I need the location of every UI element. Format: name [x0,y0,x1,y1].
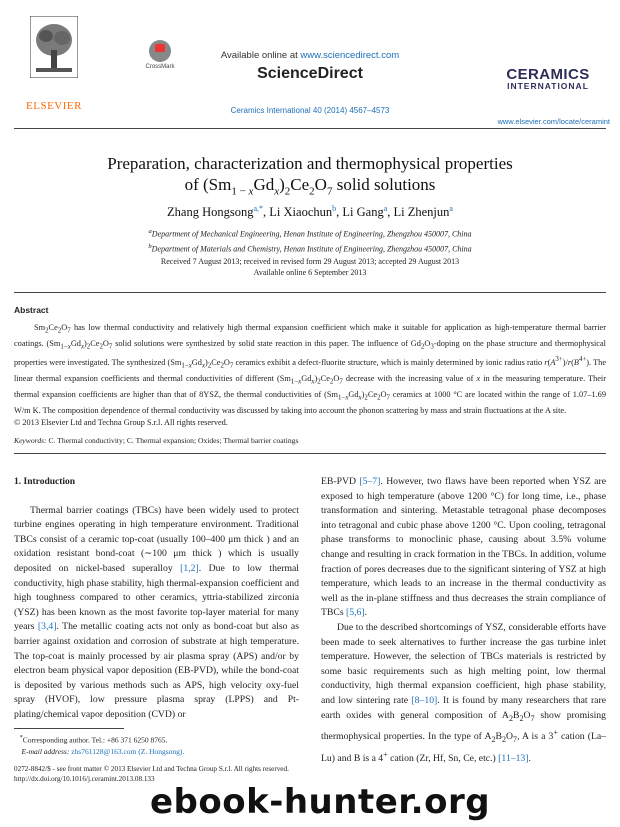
abstract-heading: Abstract [14,305,49,315]
author-list: Zhang Hongsong$^{a,*}$, Li Xiaochun$^b$, Li Gang$^a$, Li Zhenjun$^a$ [167,204,453,220]
author: Li Zhenjun [393,205,450,220]
doi-line[interactable]: http://dx.doi.org/10.1016/j.ceramint.2013.08.133 [14,775,155,783]
crossmark-label: CrossMark [145,64,175,70]
author: Li Gang [342,205,384,220]
elsevier-wordmark: ELSEVIER [26,100,82,112]
abstract-bottom-rule [14,453,606,454]
body-column-right [321,475,606,767]
journal-name-line1: CERAMICS [506,66,590,83]
keywords [14,436,606,445]
available-online [205,50,415,61]
header-rule [14,128,606,129]
crossmark-icon [149,40,171,62]
crossmark-badge[interactable] [140,40,180,90]
title-line2: of $(Sm_{1 - x}Gd_x)_2Ce_2O_7$ solid solutions [184,175,436,198]
affiliation: $^b$Department of Materials and Chemistry, Henan Institute of Engineering, Zhengzhou 450007, China [148,242,472,254]
author-sup[interactable]: a,* [253,204,264,213]
online-date: Available online 6 September 2013 [253,268,367,277]
issn-line: 0272-8842/$ - see front matter © 2013 Elsevier Ltd and Techna Group S.r.l. All rights reserved. [14,765,289,773]
available-prefix: Available online at [220,50,298,61]
body-paragraph: Thermal barrier coatings (TBCs) have been widely used to protect turbine engines operating in high temperature environment. Traditional TBCs consist of a ceramic top-coat (usually 100–400 μm thick ) and an oxidation resistant bond-coat (∼100 μm thick ) which is usually deposited on nickel-based superalloy [1,2]. Due to low thermal conductivity, high phase stability, high thermal-expansion coefficient and high toughness compared to other ceramics, yttria-stabilized zirconia (YSZ) has been known as the most favorite top-layer material for many years [3,4]. The metallic coating acts not only as bond-coat but also as barrier against oxidation and corrosion of substrate at high temperature. The top-coat is mainly processed by air plasma spray (APS) and/or by electron beam physical vapor deposition (EB-PVD), while the bond-coat is deposited by various methods such as APS, high velocity oxy-fuel spray (HVOF), low pressure plasma spray (LPPS) and Pt-plating/chemical vapor deposition (CVD) or [14,504,299,720]
keywords-text: C. Thermal conductivity; C. Thermal expansion; Oxides; Thermal barrier coatings [48,436,299,445]
elsevier-logo [14,16,94,112]
received-dates: Received 7 August 2013; received in revised form 29 August 2013; accepted 29 August 2013 [160,257,460,266]
abstract-copyright: © 2013 Elsevier Ltd and Techna Group S.r.l. All rights reserved. [14,417,228,427]
article-dates [40,256,580,278]
footnote-rule [14,728,124,729]
author-sup[interactable]: a [383,204,388,213]
footnote [14,732,314,757]
journal-name-line2: INTERNATIONAL [507,81,589,91]
body-paragraph: EB-PVD [5–7]. However, two flaws have been reported when YSZ are exposed to high temperature (above 1200 °C) for long time, i.e., phase transformation and sintering. Metastable tetragonal phase decomposes into tetragonal and cubic phase above 1200 °C. Upon cooling, tetragonal phase transforms to monoclinic phase, causing about 3.5% volume change and resulting in crack formation in the TBCs. In addition, volume fraction of pores decreases due to the significant sintering of YSZ at high temperature, which leads to an increase in the thermal conductivity as well as the in-plane stiffness and thus decreases the strain compliance of TBCs [5,6]. [321,476,606,619]
author: Li Xiaochun [269,205,333,220]
title-line1: Preparation, characterization and thermophysical properties [107,154,513,173]
corresponding-author: *Corresponding author. Tel.: +86 371 6250 8765. [19,734,168,745]
email-line: E-mail address: zhs761128@163.com (Z. Hongsong). [21,746,185,756]
sciencedirect-wordmark: ScienceDirect [257,65,363,82]
body-column-left [14,475,299,723]
author-sup[interactable]: b [332,204,337,213]
body-paragraph: Due to the described shortcomings of YSZ, considerable efforts have been made to seek alternatives to further increase the gas turbine inlet temperature. However, the selection of TBCs materials is restricted by some basic requirements such as high melting point, low thermal conductivity, high thermal expansion coefficient, high phase stability, and low sintering rate [8–10]. It is found by many researchers that rare earth oxides with general composition of $A_2B_2O_7$ show promising thermophysical properties. In the type of $A_2B_2O_7$, A is a 3+ cation (La–Lu) and B is a 4+ cation (Zr, Hf, Sn, Ce, etc.) [11–13]. [321,621,606,765]
section-heading: 1. Introduction [14,477,76,487]
elsevier-tree-icon [30,16,78,78]
abstract-body [14,322,606,429]
abstract-paragraph: $Sm_2Ce_2O_7$ has low thermal conductivity and relatively high thermal expansion coefficient which make it suitable for application as high-temperature thermal barrier coatings. $(Sm_{1-x}Gd_x)_2Ce_2O_7$ solid solutions were synthesized by solid state reaction in this paper. The influence of $Gd_2O_3$-doping on the phase structure and thermophysical properties were investigated. The synthesized $(Sm_{1-x}Gd_x)_2Ce_2O_7$ ceramics exhibit a defect-fluorite structure, which is mainly determined by ionic radius ratio $r(A^{3+})/r(B^{4+})$. The linear thermal expansion coefficients and thermal conductivities of different $(Sm_{1-x}Gd_x)_2Ce_2O_7$ decrease with the increasing value of x in the measuring temperature. Their thermal expansion coefficients are higher than that of 8YSZ, the thermal conductivities of $(Sm_{1-x}Gd_x)_2Ce_2O_7$ ceramics at 1000 °C are located within the range of 1.07–1.69 W/m K. The composition dependence of thermal conductivity was discussed by taking into account the phonon scattering by mass and strain fluctuations at the A site. [14,323,607,415]
article-title [40,153,580,202]
affiliation: $^a$Department of Mechanical Engineering, Henan Institute of Engineering, Zhengzhou 450007, China [148,228,472,239]
sciencedirect-link[interactable]: www.sciencedirect.com [300,50,400,61]
author-sup[interactable]: a [449,204,453,213]
watermark: ebook-hunter.org [150,782,491,822]
email-link[interactable]: zhs761128@163.com (Z. Hongsong). [71,746,185,756]
keywords-label: Keywords: [14,436,47,445]
abstract-top-rule [14,292,606,293]
affiliations [40,226,580,255]
author: Zhang Hongsong [167,205,254,220]
journal-logo [488,66,608,91]
journal-citation[interactable]: Ceramics International 40 (2014) 4567–4573 [230,106,390,115]
bottom-matter [14,764,414,784]
journal-homepage-link[interactable]: www.elsevier.com/locate/ceramint [497,117,610,126]
